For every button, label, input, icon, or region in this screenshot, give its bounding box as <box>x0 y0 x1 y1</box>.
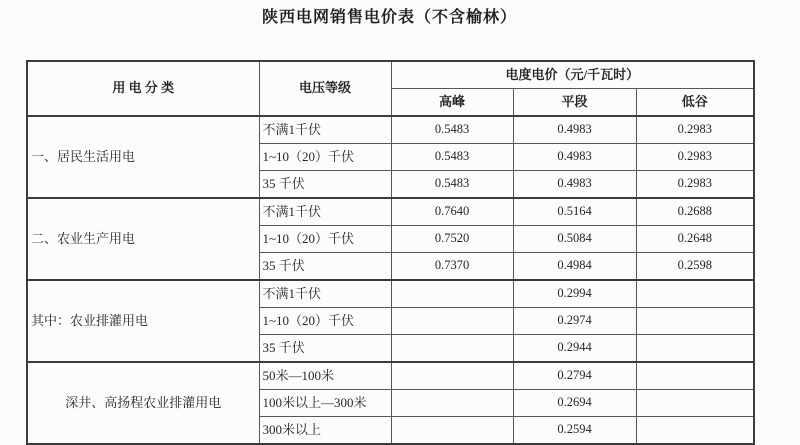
flat-price-cell: 0.2594 <box>513 417 636 445</box>
flat-price-cell: 0.2974 <box>513 308 636 335</box>
valley-price-cell: 0.2598 <box>636 253 754 281</box>
valley-price-cell: 0.2648 <box>636 226 754 253</box>
peak-price-cell <box>391 390 513 417</box>
flat-price-cell: 0.2994 <box>513 280 636 308</box>
valley-price-cell: 0.2983 <box>636 144 754 171</box>
peak-price-cell: 0.7520 <box>391 226 513 253</box>
header-voltage: 电压等级 <box>259 61 391 116</box>
peak-price-cell <box>391 417 513 445</box>
flat-price-cell: 0.4984 <box>513 253 636 281</box>
header-valley: 低谷 <box>636 89 754 117</box>
page-title: 陕西电网销售电价表（不含榆林） <box>261 9 517 26</box>
category-cell-irrigation: 其中：农业排灌用电 <box>27 280 259 362</box>
price-table <box>26 60 755 445</box>
voltage-cell: 1~10（20）千伏 <box>259 144 391 171</box>
voltage-cell: 35 千伏 <box>259 253 391 281</box>
table-row <box>27 362 754 390</box>
table-row <box>27 116 754 144</box>
header-price-group: 电度电价（元/千瓦时） <box>391 61 754 89</box>
peak-price-cell: 0.7640 <box>391 198 513 226</box>
peak-price-cell: 0.5483 <box>391 116 513 144</box>
voltage-cell: 50米—100米 <box>259 362 391 390</box>
header-peak: 高峰 <box>391 89 513 117</box>
voltage-cell: 300米以上 <box>259 417 391 445</box>
voltage-cell: 35 千伏 <box>259 335 391 363</box>
flat-price-cell: 0.5084 <box>513 226 636 253</box>
peak-price-cell <box>391 308 513 335</box>
flat-price-cell: 0.4983 <box>513 116 636 144</box>
peak-price-cell <box>391 335 513 363</box>
valley-price-cell <box>636 390 754 417</box>
peak-price-cell: 0.7370 <box>391 253 513 281</box>
header-category: 用 电 分 类 <box>27 61 259 116</box>
valley-price-cell: 0.2983 <box>636 116 754 144</box>
valley-price-cell: 0.2688 <box>636 198 754 226</box>
valley-price-cell <box>636 280 754 308</box>
flat-price-cell: 0.4983 <box>513 171 636 199</box>
table-row <box>27 280 754 308</box>
table-row <box>27 198 754 226</box>
valley-price-cell <box>636 335 754 363</box>
flat-price-cell: 0.2694 <box>513 390 636 417</box>
category-cell-deepwell-irrigation: 深井、高扬程农业排灌用电 <box>27 362 259 444</box>
flat-price-cell: 0.2944 <box>513 335 636 363</box>
flat-price-cell: 0.5164 <box>513 198 636 226</box>
peak-price-cell <box>391 280 513 308</box>
voltage-cell: 100米以上—300米 <box>259 390 391 417</box>
voltage-cell: 不满1千伏 <box>259 116 391 144</box>
flat-price-cell: 0.4983 <box>513 144 636 171</box>
peak-price-cell: 0.5483 <box>391 171 513 199</box>
table-header <box>27 61 754 116</box>
valley-price-cell <box>636 362 754 390</box>
voltage-cell: 35 千伏 <box>259 171 391 199</box>
valley-price-cell: 0.2983 <box>636 171 754 199</box>
voltage-cell: 1~10（20）千伏 <box>259 226 391 253</box>
flat-price-cell: 0.2794 <box>513 362 636 390</box>
category-cell-agriculture: 二、农业生产用电 <box>27 198 259 280</box>
voltage-cell: 1~10（20）千伏 <box>259 308 391 335</box>
valley-price-cell <box>636 417 754 445</box>
category-cell-residential: 一、居民生活用电 <box>27 116 259 198</box>
peak-price-cell: 0.5483 <box>391 144 513 171</box>
voltage-cell: 不满1千伏 <box>259 198 391 226</box>
header-flat: 平段 <box>513 89 636 117</box>
voltage-cell: 不满1千伏 <box>259 280 391 308</box>
peak-price-cell <box>391 362 513 390</box>
valley-price-cell <box>636 308 754 335</box>
